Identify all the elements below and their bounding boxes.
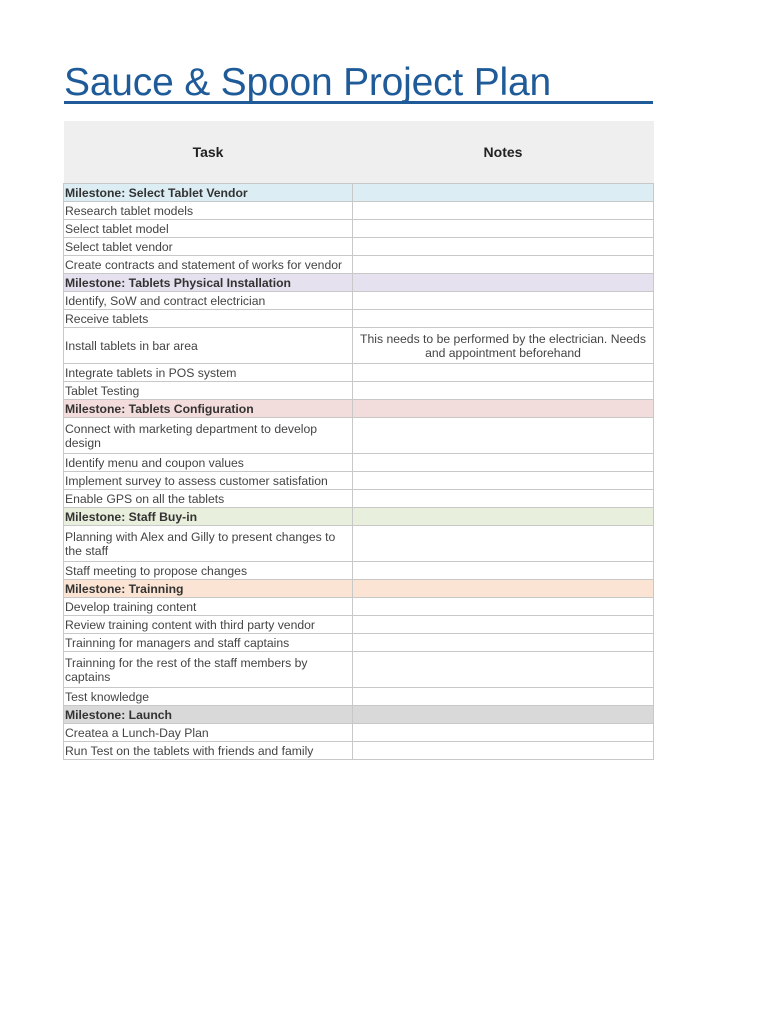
milestone-label: Milestone: Launch <box>64 706 353 724</box>
task-row <box>64 202 654 220</box>
notes-cell <box>353 616 654 634</box>
task-row <box>64 382 654 400</box>
milestone-label: Milestone: Tablets Configuration <box>64 400 353 418</box>
task-label: Install tablets in bar area <box>64 328 353 364</box>
task-row <box>64 688 654 706</box>
document-title-text: Sauce & Spoon Project Plan <box>64 61 551 104</box>
task-row <box>64 220 654 238</box>
milestone-row <box>64 184 654 202</box>
notes-cell <box>353 418 654 454</box>
task-label: Review training content with third party vendor <box>64 616 353 634</box>
notes-cell <box>353 310 654 328</box>
task-row <box>64 364 654 382</box>
task-label: Connect with marketing department to develop design <box>64 418 353 454</box>
task-row <box>64 562 654 580</box>
notes-cell <box>353 508 654 526</box>
milestone-label: Milestone: Staff Buy-in <box>64 508 353 526</box>
notes-cell <box>353 652 654 688</box>
notes-cell <box>353 364 654 382</box>
milestone-row <box>64 706 654 724</box>
notes-cell <box>353 706 654 724</box>
task-row <box>64 454 654 472</box>
task-label: Implement survey to assess customer satisfation <box>64 472 353 490</box>
notes-cell <box>353 274 654 292</box>
task-label: Run Test on the tablets with friends and family <box>64 742 353 760</box>
milestone-row <box>64 508 654 526</box>
notes-column-header: Notes <box>353 121 654 184</box>
notes-cell <box>353 562 654 580</box>
task-label: Createa a Lunch-Day Plan <box>64 724 353 742</box>
task-label: Trainning for the rest of the staff members by captains <box>64 652 353 688</box>
notes-cell <box>353 688 654 706</box>
notes-cell <box>353 382 654 400</box>
milestone-row <box>64 580 654 598</box>
milestone-label: Milestone: Select Tablet Vendor <box>64 184 353 202</box>
task-label: Test knowledge <box>64 688 353 706</box>
project-plan-table <box>63 121 654 760</box>
notes-cell <box>353 202 654 220</box>
task-row <box>64 328 654 364</box>
task-label: Tablet Testing <box>64 382 353 400</box>
task-row <box>64 472 654 490</box>
notes-cell <box>353 742 654 760</box>
notes-cell <box>353 634 654 652</box>
notes-cell: This needs to be performed by the electrician. Needs and appointment beforehand <box>353 328 654 364</box>
task-row <box>64 724 654 742</box>
table-header-row <box>64 121 654 184</box>
task-label: Receive tablets <box>64 310 353 328</box>
notes-cell <box>353 526 654 562</box>
task-row <box>64 652 654 688</box>
task-label: Create contracts and statement of works for vendor <box>64 256 353 274</box>
task-row <box>64 256 654 274</box>
notes-cell <box>353 598 654 616</box>
task-label: Planning with Alex and Gilly to present changes to the staff <box>64 526 353 562</box>
task-row <box>64 616 654 634</box>
notes-cell <box>353 220 654 238</box>
task-column-header: Task <box>64 121 353 184</box>
notes-cell <box>353 490 654 508</box>
notes-cell <box>353 580 654 598</box>
task-label: Enable GPS on all the tablets <box>64 490 353 508</box>
milestone-label: Milestone: Trainning <box>64 580 353 598</box>
task-label: Identify, SoW and contract electrician <box>64 292 353 310</box>
task-row <box>64 418 654 454</box>
milestone-row <box>64 274 654 292</box>
task-row <box>64 598 654 616</box>
task-label: Research tablet models <box>64 202 353 220</box>
milestone-label: Milestone: Tablets Physical Installation <box>64 274 353 292</box>
task-label: Develop training content <box>64 598 353 616</box>
task-row <box>64 490 654 508</box>
task-row <box>64 634 654 652</box>
notes-cell <box>353 184 654 202</box>
task-label: Integrate tablets in POS system <box>64 364 353 382</box>
task-label: Select tablet vendor <box>64 238 353 256</box>
task-label: Trainning for managers and staff captains <box>64 634 353 652</box>
milestone-row <box>64 400 654 418</box>
notes-cell <box>353 256 654 274</box>
table-body <box>64 184 654 760</box>
notes-cell <box>353 238 654 256</box>
notes-cell <box>353 292 654 310</box>
notes-cell <box>353 724 654 742</box>
task-label: Identify menu and coupon values <box>64 454 353 472</box>
document-title <box>64 62 653 104</box>
task-row <box>64 742 654 760</box>
task-row <box>64 526 654 562</box>
notes-cell <box>353 472 654 490</box>
notes-cell <box>353 400 654 418</box>
task-row <box>64 238 654 256</box>
notes-cell <box>353 454 654 472</box>
task-label: Staff meeting to propose changes <box>64 562 353 580</box>
task-row <box>64 310 654 328</box>
task-label: Select tablet model <box>64 220 353 238</box>
task-row <box>64 292 654 310</box>
